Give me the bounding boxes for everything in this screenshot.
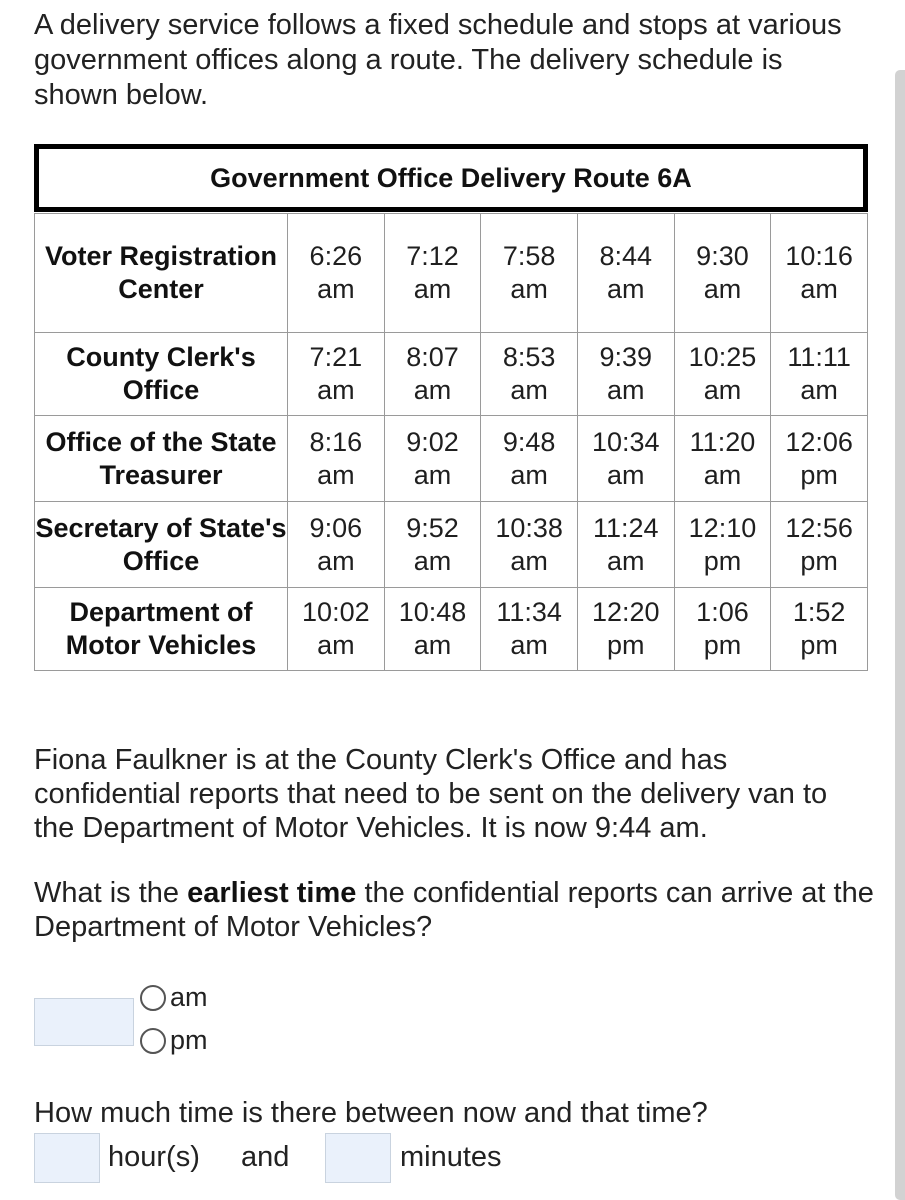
- time-meridiem: am: [703, 274, 742, 304]
- time-meridiem: am: [703, 459, 742, 490]
- time-cell: [577, 502, 674, 588]
- time-value: 7:21: [309, 342, 363, 372]
- radio-am-circle[interactable]: [140, 985, 166, 1011]
- stop-name: Voter Registration Center: [35, 214, 288, 333]
- time-cell: [577, 333, 674, 416]
- time-value: 7:12: [406, 241, 459, 271]
- time-cell: [481, 214, 578, 333]
- time-cell: [674, 588, 771, 671]
- time-meridiem: am: [317, 375, 355, 405]
- time-cell: [288, 416, 385, 502]
- time-cell: [384, 502, 481, 588]
- time-value: 8:44: [599, 241, 653, 271]
- time-meridiem: am: [413, 630, 452, 660]
- intro-text: A delivery service follows a fixed schedule and stops at various government offices along a route. The delivery schedule is shown below.: [34, 9, 842, 111]
- time-value: 1:52: [792, 597, 846, 627]
- time-cell: [771, 416, 868, 502]
- stop-name: Secretary of State's Office: [35, 502, 288, 588]
- time-meridiem: am: [607, 545, 645, 576]
- time-meridiem: am: [413, 375, 452, 405]
- time-meridiem: am: [317, 274, 355, 304]
- earliest-time-input[interactable]: [34, 998, 134, 1046]
- scrollbar[interactable]: [895, 70, 905, 1200]
- time-cell: [577, 588, 674, 671]
- time-meridiem: pm: [607, 630, 645, 660]
- time-cell: [384, 588, 481, 671]
- time-value: 12:10: [688, 512, 757, 543]
- radio-pm-circle[interactable]: [140, 1028, 166, 1054]
- time-value: 11:11: [787, 342, 851, 372]
- time-meridiem: pm: [800, 459, 838, 490]
- radio-pm[interactable]: [140, 1025, 208, 1056]
- hours-label: hour(s): [108, 1141, 200, 1173]
- time-value: 12:06: [785, 426, 853, 457]
- time-value: 8:07: [406, 342, 459, 372]
- time-cell: [288, 214, 385, 333]
- and-label: and: [241, 1141, 290, 1173]
- table-title: Government Office Delivery Route 6A: [34, 144, 868, 212]
- time-cell: [771, 214, 868, 333]
- time-meridiem: am: [510, 459, 548, 490]
- radio-pm-label: pm: [170, 1025, 208, 1055]
- scenario-text: Fiona Faulkner is at the County Clerk's Office and has confidential reports that need to be sent on the delivery van to the Department of Motor Vehicles. It is now 9:44 am.: [34, 744, 828, 844]
- time-meridiem: pm: [800, 630, 838, 660]
- time-meridiem: pm: [703, 630, 742, 660]
- time-meridiem: pm: [800, 545, 838, 576]
- time-value: 10:34: [592, 426, 660, 457]
- time-meridiem: am: [510, 375, 548, 405]
- time-cell: [384, 214, 481, 333]
- time-value: 11:24: [593, 512, 659, 543]
- time-meridiem: am: [607, 459, 645, 490]
- minutes-label: minutes: [400, 1141, 502, 1173]
- time-cell: [481, 502, 578, 588]
- time-cell: [288, 333, 385, 416]
- time-value: 10:02: [302, 597, 370, 627]
- time-value: 9:02: [406, 426, 459, 457]
- time-value: 8:53: [502, 342, 556, 372]
- time-value: 1:06: [696, 597, 749, 627]
- time-value: 10:25: [688, 342, 757, 372]
- question-text-bold: earliest time: [187, 877, 357, 909]
- schedule-row: [35, 333, 868, 416]
- time-cell: [771, 333, 868, 416]
- time-meridiem: pm: [703, 545, 742, 576]
- time-cell: [481, 416, 578, 502]
- time-value: 10:16: [785, 241, 853, 271]
- time-meridiem: am: [510, 274, 548, 304]
- time-value: 10:48: [398, 597, 467, 627]
- question-time-between: How much time is there between now and that time?: [34, 1097, 708, 1129]
- time-value: 9:39: [599, 342, 653, 372]
- time-value: 12:56: [785, 512, 853, 543]
- time-meridiem: am: [607, 274, 645, 304]
- time-value: 10:38: [495, 512, 563, 543]
- time-value: 7:58: [502, 241, 556, 271]
- time-meridiem: am: [800, 274, 838, 304]
- schedule-row: [35, 416, 868, 502]
- stop-name: Department of Motor Vehicles: [35, 588, 288, 671]
- time-cell: [481, 588, 578, 671]
- radio-am[interactable]: [140, 982, 208, 1013]
- time-meridiem: am: [317, 630, 355, 660]
- hours-input[interactable]: [34, 1133, 100, 1183]
- time-value: 11:34: [496, 597, 562, 627]
- schedule-row: [35, 214, 868, 333]
- schedule-table: [34, 213, 868, 671]
- time-value: 8:16: [309, 426, 363, 457]
- schedule-row: [35, 588, 868, 671]
- time-meridiem: am: [510, 545, 548, 576]
- time-cell: [674, 502, 771, 588]
- time-cell: [288, 588, 385, 671]
- schedule-row: [35, 502, 868, 588]
- time-cell: [384, 416, 481, 502]
- time-meridiem: am: [413, 274, 452, 304]
- time-value: 9:52: [406, 512, 459, 543]
- time-value: 9:48: [502, 426, 556, 457]
- time-meridiem: am: [607, 375, 645, 405]
- stop-name: Office of the State Treasurer: [35, 416, 288, 502]
- time-cell: [674, 416, 771, 502]
- time-meridiem: am: [703, 375, 742, 405]
- time-meridiem: am: [413, 545, 452, 576]
- time-cell: [577, 416, 674, 502]
- radio-am-label: am: [170, 982, 208, 1012]
- time-cell: [481, 333, 578, 416]
- time-cell: [288, 502, 385, 588]
- time-cell: [771, 588, 868, 671]
- time-cell: [674, 333, 771, 416]
- time-meridiem: am: [413, 459, 452, 490]
- time-meridiem: am: [510, 630, 548, 660]
- time-value: 6:26: [309, 241, 363, 271]
- time-value: 11:20: [689, 426, 756, 457]
- time-value: 12:20: [592, 597, 660, 627]
- minutes-input[interactable]: [325, 1133, 391, 1183]
- question-text-before: What is the: [34, 877, 188, 909]
- time-meridiem: am: [800, 375, 838, 405]
- time-cell: [384, 333, 481, 416]
- stop-name: County Clerk's Office: [35, 333, 288, 416]
- time-cell: [674, 214, 771, 333]
- time-cell: [771, 502, 868, 588]
- time-cell: [577, 214, 674, 333]
- question-earliest-time: [34, 876, 874, 944]
- time-meridiem: am: [317, 459, 355, 490]
- schedule-table-container: [34, 144, 868, 671]
- time-meridiem: am: [317, 545, 355, 576]
- question-text-after: the confidential reports can arrive at the Department of Motor Vehicles?: [34, 877, 874, 943]
- time-value: 9:30: [696, 241, 749, 271]
- time-value: 9:06: [309, 512, 363, 543]
